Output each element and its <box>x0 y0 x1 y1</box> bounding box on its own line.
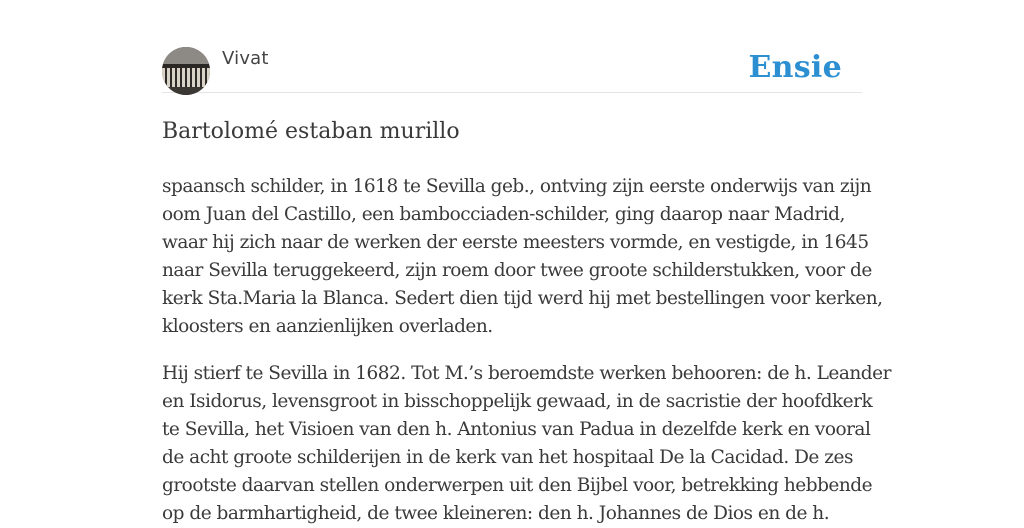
author-name[interactable]: Vivat <box>222 48 269 69</box>
paragraph-line: en Isidorus, levensgroot in bisschoppelijk gewaad, in de sacristie der hoofdkerk <box>162 391 873 412</box>
paragraph-line: kerk Sta.Maria la Blanca. Sedert dien tijd werd hij met bestellingen voor kerken, <box>162 288 883 309</box>
paragraph-line: spaansch schilder, in 1618 te Sevilla geb., ontving zijn eerste onderwijs van zijn <box>162 176 872 197</box>
paragraph-line: waar hij zich naar de werken der eerste meesters vormde, en vestigde, in 1645 <box>162 232 869 253</box>
paragraph-line: grootste daarvan stellen onderwerpen uit den Bijbel voor, betrekking hebbende <box>162 475 873 496</box>
author-avatar[interactable] <box>162 47 210 95</box>
paragraph-line: kloosters en aanzienlijken overladen. <box>162 316 493 337</box>
paragraph-line: Hij stierf te Sevilla in 1682. Tot M.’s beroemdste werken behooren: de h. Leander <box>162 363 891 384</box>
paragraph-line: naar Sevilla teruggekeerd, zijn roem door twee groote schilderstukken, voor de <box>162 260 872 281</box>
article-paragraph-1 <box>162 173 883 341</box>
paragraph-line: de acht groote schilderijen in de kerk van het hospitaal De la Cacidad. De zes <box>162 447 853 468</box>
paragraph-line: oom Juan del Castillo, een bambocciaden-schilder, ging daarop naar Madrid, <box>162 204 845 225</box>
article-card <box>162 46 891 528</box>
paragraph-line: op de barmhartigheid, de twee kleineren: den h. Johannes de Dios en de h. <box>162 503 830 524</box>
avatar-image-icon <box>162 47 210 95</box>
brand-logo[interactable]: Ensie <box>748 50 842 85</box>
article-paragraph-2 <box>162 360 891 528</box>
article-header <box>162 46 862 93</box>
paragraph-line: te Sevilla, het Visioen van den h. Antonius van Padua in dezelfde kerk en vooral <box>162 419 871 440</box>
article-title: Bartolomé estaban murillo <box>162 119 460 144</box>
